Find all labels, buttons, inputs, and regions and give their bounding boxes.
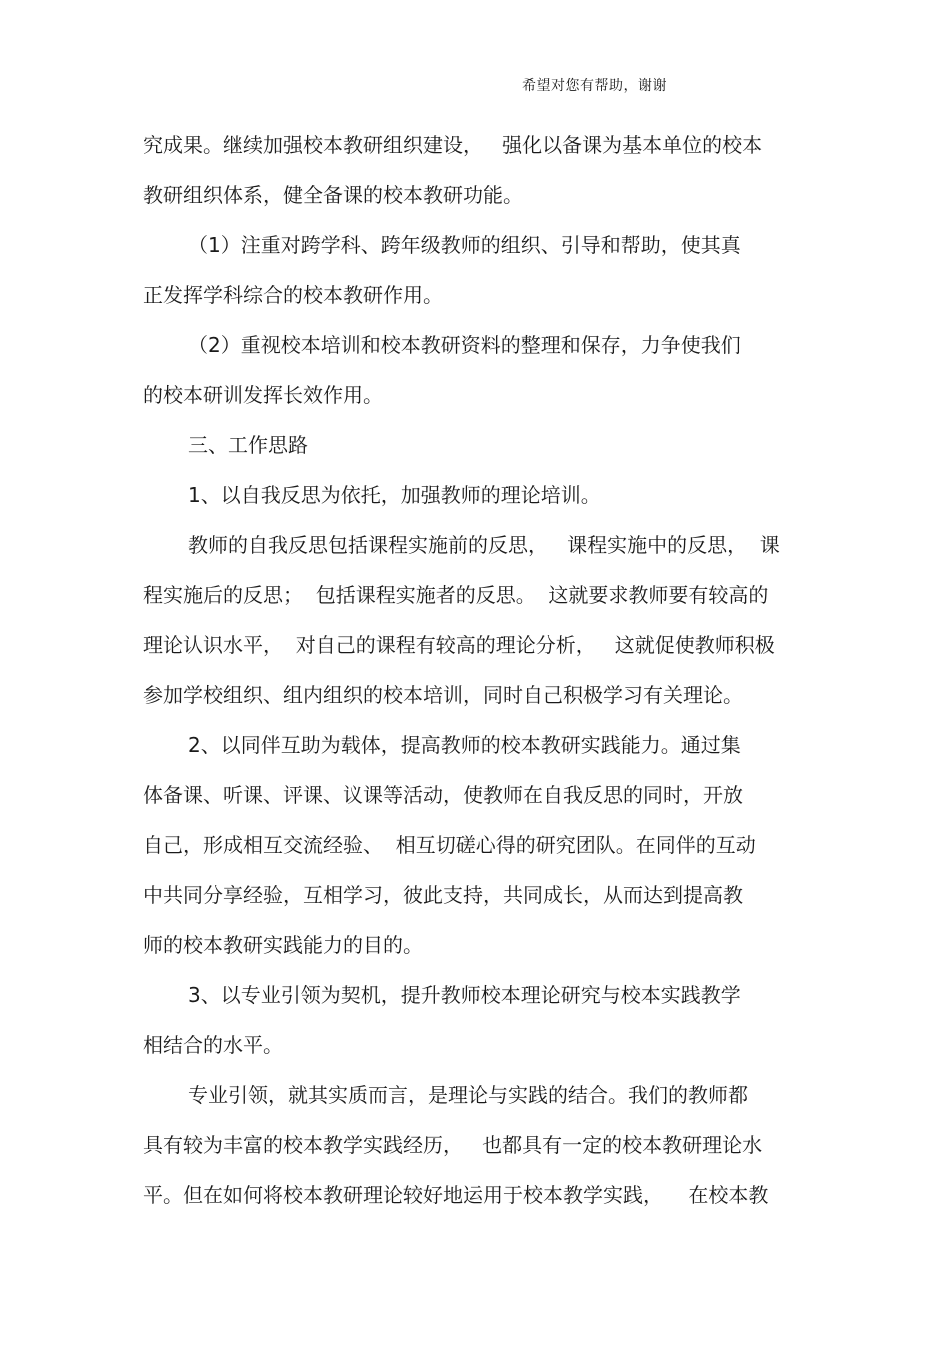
text-line: 体备课、听课、评课、议课等活动，使教师在自我反思的同时，开放 (143, 783, 743, 807)
text-line: 教研组织体系，健全备课的校本教研功能。 (143, 183, 523, 207)
text-line: 相结合的水平。 (143, 1033, 283, 1057)
section-heading: 三、工作思路 (188, 433, 308, 457)
text-line: 自己，形成相互交流经验、 相互切磋心得的研究团队。在同伴的互动 (143, 833, 756, 857)
text-line: 理论认识水平， 对自己的课程有较高的理论分析， 这就促使教师积极 (143, 633, 775, 657)
text-line: 究成果。继续加强校本教研组织建设， 强化以备课为基本单位的校本 (143, 133, 763, 157)
header-note: 希望对您有帮助，谢谢 (522, 78, 667, 94)
subheading: 2、以同伴互助为载体，提高教师的校本教研实践能力。通过集 (188, 733, 741, 757)
text-line: 教师的自我反思包括课程实施前的反思， 课程实施中的反思， 课 (188, 533, 780, 557)
text-line: 程实施后的反思； 包括课程实施者的反思。 这就要求教师要有较高的 (143, 583, 769, 607)
text-line: （2）重视校本培训和校本教研资料的整理和保存，力争使我们 (188, 333, 741, 357)
text-line: 的校本研训发挥长效作用。 (143, 383, 383, 407)
subheading: 3、以专业引领为契机，提升教师校本理论研究与校本实践教学 (188, 983, 741, 1007)
text-line: （1）注重对跨学科、跨年级教师的组织、引导和帮助，使其真 (188, 233, 741, 257)
text-line: 专业引领，就其实质而言，是理论与实践的结合。我们的教师都 (188, 1083, 748, 1107)
text-line: 平。但在如何将校本教研理论较好地运用于校本教学实践， 在校本教 (143, 1183, 769, 1207)
subheading: 1、以自我反思为依托，加强教师的理论培训。 (188, 483, 601, 507)
text-line: 师的校本教研实践能力的目的。 (143, 933, 423, 957)
text-line: 参加学校组织、组内组织的校本培训，同时自己积极学习有关理论。 (143, 683, 743, 707)
text-line: 具有较为丰富的校本教学实践经历， 也都具有一定的校本教研理论水 (143, 1133, 763, 1157)
text-line: 正发挥学科综合的校本教研作用。 (143, 283, 443, 307)
text-line: 中共同分享经验，互相学习，彼此支持，共同成长，从而达到提高教 (143, 883, 743, 907)
